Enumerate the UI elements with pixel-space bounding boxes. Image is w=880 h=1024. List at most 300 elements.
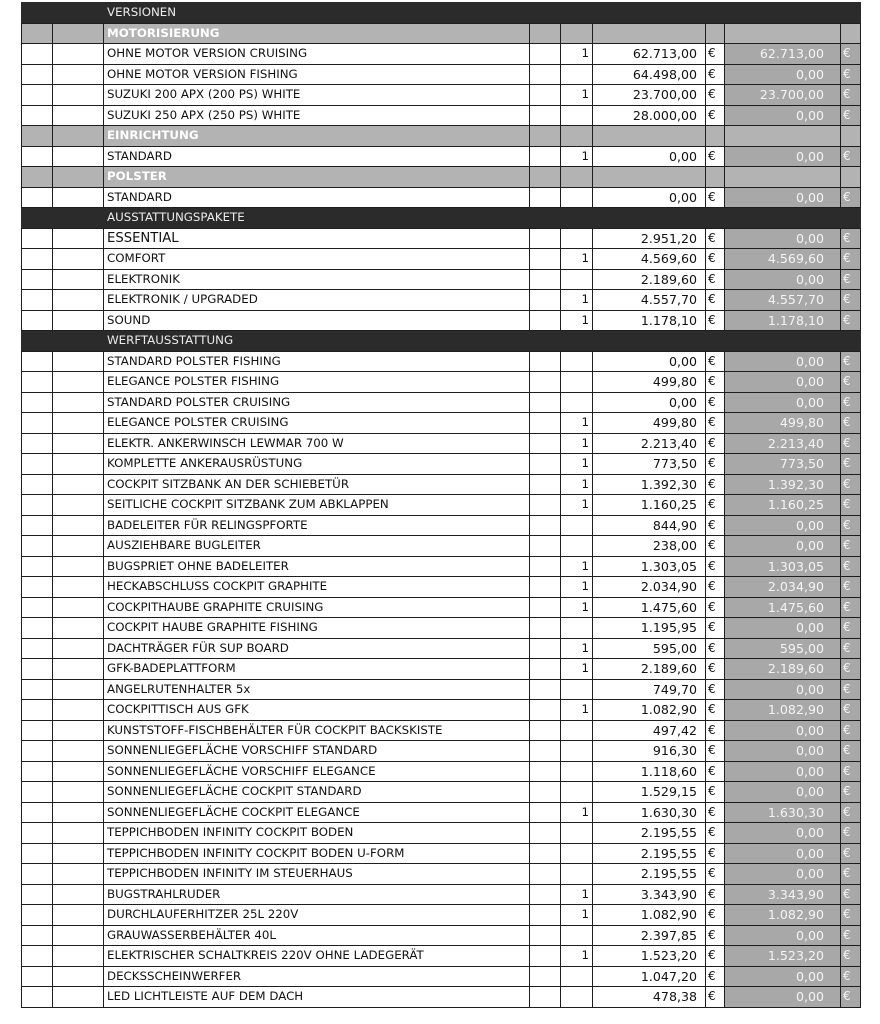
marker-cell — [22, 372, 53, 393]
currency-cell: € — [706, 392, 725, 413]
table-row — [22, 864, 861, 885]
currency-cell: € — [706, 228, 725, 249]
spacer-cell — [530, 44, 561, 65]
currency-cell: € — [706, 44, 725, 65]
spacer-cell — [530, 700, 561, 721]
code-cell — [53, 823, 104, 844]
quantity-cell — [561, 536, 593, 557]
marker-cell — [22, 105, 53, 126]
total-currency-cell: € — [841, 187, 861, 208]
item-name: COCKPIT SITZBANK AN DER SCHIEBETÜR — [104, 474, 530, 495]
code-cell — [53, 536, 104, 557]
spacer-cell — [530, 228, 561, 249]
total-cell: 0,00 — [725, 761, 841, 782]
price-cell: 595,00 — [593, 638, 706, 659]
total-cell: 1.523,20 — [725, 946, 841, 967]
table-row — [22, 290, 861, 311]
item-name: SUZUKI 250 APX (250 PS) WHITE — [104, 105, 530, 126]
total-cell: 0,00 — [725, 843, 841, 864]
marker-cell — [22, 290, 53, 311]
code-cell — [53, 638, 104, 659]
spacer-cell — [530, 741, 561, 762]
item-name: ANGELRUTENHALTER 5x — [104, 679, 530, 700]
total-currency-cell: € — [841, 782, 861, 803]
total-currency-cell: € — [841, 228, 861, 249]
code-cell — [53, 556, 104, 577]
currency-cell: € — [706, 638, 725, 659]
price-cell: 1.178,10 — [593, 310, 706, 331]
price-cell: 0,00 — [593, 187, 706, 208]
price-cell: 4.557,70 — [593, 290, 706, 311]
item-name: STANDARD POLSTER CRUISING — [104, 392, 530, 413]
total-cell: 2.034,90 — [725, 577, 841, 598]
item-name: AUSZIEHBARE BUGLEITER — [104, 536, 530, 557]
total-cell: 0,00 — [725, 782, 841, 803]
marker-cell — [22, 228, 53, 249]
price-cell: 1.047,20 — [593, 966, 706, 987]
spacer-cell — [530, 802, 561, 823]
quantity-cell — [561, 741, 593, 762]
code-cell — [53, 802, 104, 823]
spacer-cell — [530, 679, 561, 700]
price-cell: 916,30 — [593, 741, 706, 762]
currency-cell: € — [706, 720, 725, 741]
currency-cell: € — [706, 454, 725, 475]
quantity-cell: 1 — [561, 638, 593, 659]
item-name: LED LICHTLEISTE AUF DEM DACH — [104, 987, 530, 1008]
price-cell: 0,00 — [593, 146, 706, 167]
total-currency-cell: € — [841, 679, 861, 700]
price-cell: 1.529,15 — [593, 782, 706, 803]
table-row — [22, 987, 861, 1008]
marker-cell — [22, 515, 53, 536]
spacer-cell — [530, 638, 561, 659]
total-cell: 3.343,90 — [725, 884, 841, 905]
quantity-cell — [561, 864, 593, 885]
total-cell: 0,00 — [725, 679, 841, 700]
code-cell — [53, 454, 104, 475]
item-name: COCKPIT HAUBE GRAPHITE FISHING — [104, 618, 530, 639]
item-name: DECKSSCHEINWERFER — [104, 966, 530, 987]
table-row — [22, 823, 861, 844]
quantity-cell — [561, 515, 593, 536]
price-cell: 1.195,95 — [593, 618, 706, 639]
code-cell — [53, 146, 104, 167]
code-cell — [53, 310, 104, 331]
quantity-cell — [561, 269, 593, 290]
spacer-cell — [530, 269, 561, 290]
quantity-cell: 1 — [561, 413, 593, 434]
spacer-cell — [530, 618, 561, 639]
total-currency-cell: € — [841, 577, 861, 598]
code-cell — [53, 925, 104, 946]
quantity-cell — [561, 782, 593, 803]
total-cell: 0,00 — [725, 966, 841, 987]
marker-cell — [22, 536, 53, 557]
item-name: COMFORT — [104, 249, 530, 270]
total-currency-cell: € — [841, 843, 861, 864]
price-cell: 238,00 — [593, 536, 706, 557]
total-currency-cell: € — [841, 85, 861, 106]
spacer-cell — [530, 495, 561, 516]
quantity-cell: 1 — [561, 249, 593, 270]
total-currency-cell: € — [841, 864, 861, 885]
total-cell: 1.303,05 — [725, 556, 841, 577]
subsection-title: MOTORISIERUNG — [104, 23, 530, 44]
marker-cell — [22, 823, 53, 844]
spacer-cell — [530, 372, 561, 393]
table-row — [22, 577, 861, 598]
table-row — [22, 44, 861, 65]
marker-cell — [22, 782, 53, 803]
table-row — [22, 905, 861, 926]
total-cell: 1.082,90 — [725, 700, 841, 721]
quantity-cell — [561, 228, 593, 249]
spacer-cell — [530, 454, 561, 475]
quantity-cell: 1 — [561, 474, 593, 495]
subsection-row — [22, 167, 861, 188]
total-cell: 0,00 — [725, 720, 841, 741]
currency-cell: € — [706, 864, 725, 885]
table-row — [22, 659, 861, 680]
total-currency-cell: € — [841, 659, 861, 680]
code-cell — [53, 946, 104, 967]
item-name: TEPPICHBODEN INFINITY COCKPIT BODEN U-FORM — [104, 843, 530, 864]
currency-cell: € — [706, 823, 725, 844]
code-cell — [53, 700, 104, 721]
total-cell: 595,00 — [725, 638, 841, 659]
code-cell — [53, 720, 104, 741]
item-name: STANDARD — [104, 187, 530, 208]
code-cell — [53, 85, 104, 106]
currency-cell: € — [706, 556, 725, 577]
table-row — [22, 269, 861, 290]
marker-cell — [22, 966, 53, 987]
spacer-cell — [530, 64, 561, 85]
quantity-cell: 1 — [561, 597, 593, 618]
currency-cell: € — [706, 761, 725, 782]
quantity-cell — [561, 925, 593, 946]
code-cell — [53, 44, 104, 65]
item-name: SONNENLIEGEFLÄCHE COCKPIT STANDARD — [104, 782, 530, 803]
spacer-cell — [530, 946, 561, 967]
total-currency-cell: € — [841, 884, 861, 905]
marker-cell — [22, 925, 53, 946]
total-cell: 0,00 — [725, 741, 841, 762]
code-cell — [53, 64, 104, 85]
subsection-row — [22, 23, 861, 44]
total-cell: 4.557,70 — [725, 290, 841, 311]
currency-cell: € — [706, 64, 725, 85]
item-name: SONNENLIEGEFLÄCHE COCKPIT ELEGANCE — [104, 802, 530, 823]
currency-cell: € — [706, 105, 725, 126]
table-row — [22, 310, 861, 331]
total-currency-cell: € — [841, 351, 861, 372]
currency-cell: € — [706, 679, 725, 700]
section-title: WERFTAUSSTATTUNG — [104, 331, 530, 352]
quantity-cell — [561, 618, 593, 639]
item-name: TEPPICHBODEN INFINITY IM STEUERHAUS — [104, 864, 530, 885]
total-currency-cell: € — [841, 761, 861, 782]
quantity-cell: 1 — [561, 310, 593, 331]
marker-cell — [22, 187, 53, 208]
price-cell: 1.392,30 — [593, 474, 706, 495]
currency-cell: € — [706, 782, 725, 803]
price-cell: 2.034,90 — [593, 577, 706, 598]
table-row — [22, 802, 861, 823]
currency-cell: € — [706, 433, 725, 454]
currency-cell: € — [706, 290, 725, 311]
currency-cell: € — [706, 495, 725, 516]
code-cell — [53, 905, 104, 926]
total-currency-cell: € — [841, 946, 861, 967]
total-cell: 1.475,60 — [725, 597, 841, 618]
total-currency-cell: € — [841, 720, 861, 741]
total-cell: 2.213,40 — [725, 433, 841, 454]
total-currency-cell: € — [841, 413, 861, 434]
code-cell — [53, 884, 104, 905]
currency-cell: € — [706, 372, 725, 393]
spacer-cell — [530, 392, 561, 413]
currency-cell: € — [706, 146, 725, 167]
code-cell — [53, 843, 104, 864]
price-cell: 478,38 — [593, 987, 706, 1008]
table-row — [22, 700, 861, 721]
item-name: SEITLICHE COCKPIT SITZBANK ZUM ABKLAPPEN — [104, 495, 530, 516]
spacer-cell — [530, 351, 561, 372]
price-cell: 23.700,00 — [593, 85, 706, 106]
item-name: STANDARD POLSTER FISHING — [104, 351, 530, 372]
total-cell: 499,80 — [725, 413, 841, 434]
quantity-cell: 1 — [561, 556, 593, 577]
marker-cell — [22, 454, 53, 475]
table-row — [22, 351, 861, 372]
total-cell: 2.189,60 — [725, 659, 841, 680]
marker-cell — [22, 249, 53, 270]
marker-cell — [22, 392, 53, 413]
spacer-cell — [530, 556, 561, 577]
spacer-cell — [530, 987, 561, 1008]
table-row — [22, 966, 861, 987]
currency-cell: € — [706, 536, 725, 557]
price-cell: 2.195,55 — [593, 823, 706, 844]
total-cell: 1.160,25 — [725, 495, 841, 516]
total-currency-cell: € — [841, 249, 861, 270]
spacer-cell — [530, 823, 561, 844]
total-currency-cell: € — [841, 44, 861, 65]
total-currency-cell: € — [841, 802, 861, 823]
currency-cell: € — [706, 85, 725, 106]
quantity-cell: 1 — [561, 44, 593, 65]
total-cell: 0,00 — [725, 105, 841, 126]
currency-cell: € — [706, 351, 725, 372]
spacer-cell — [530, 290, 561, 311]
spacer-cell — [530, 536, 561, 557]
marker-cell — [22, 310, 53, 331]
total-cell: 0,00 — [725, 823, 841, 844]
price-cell: 1.160,25 — [593, 495, 706, 516]
total-currency-cell: € — [841, 536, 861, 557]
total-currency-cell: € — [841, 290, 861, 311]
price-cell: 749,70 — [593, 679, 706, 700]
marker-cell — [22, 659, 53, 680]
marker-cell — [22, 741, 53, 762]
code-cell — [53, 187, 104, 208]
code-cell — [53, 105, 104, 126]
item-name: OHNE MOTOR VERSION CRUISING — [104, 44, 530, 65]
table-row — [22, 372, 861, 393]
header-row — [22, 3, 861, 24]
table-row — [22, 392, 861, 413]
price-cell: 2.397,85 — [593, 925, 706, 946]
currency-cell: € — [706, 843, 725, 864]
options-table — [21, 2, 861, 1008]
marker-cell — [22, 946, 53, 967]
price-cell: 28.000,00 — [593, 105, 706, 126]
total-cell: 0,00 — [725, 372, 841, 393]
subsection-row — [22, 126, 861, 147]
item-name: SONNENLIEGEFLÄCHE VORSCHIFF ELEGANCE — [104, 761, 530, 782]
marker-cell — [22, 802, 53, 823]
total-currency-cell: € — [841, 64, 861, 85]
table-row — [22, 146, 861, 167]
currency-cell: € — [706, 249, 725, 270]
code-cell — [53, 269, 104, 290]
item-name: COCKPITTISCH AUS GFK — [104, 700, 530, 721]
price-cell: 4.569,60 — [593, 249, 706, 270]
code-cell — [53, 618, 104, 639]
total-cell: 0,00 — [725, 864, 841, 885]
total-cell: 1.082,90 — [725, 905, 841, 926]
code-cell — [53, 597, 104, 618]
total-cell: 0,00 — [725, 536, 841, 557]
currency-cell: € — [706, 925, 725, 946]
item-name: SOUND — [104, 310, 530, 331]
table-row — [22, 249, 861, 270]
table-row — [22, 761, 861, 782]
quantity-cell — [561, 187, 593, 208]
total-currency-cell: € — [841, 700, 861, 721]
item-name: BUGSPRIET OHNE BADELEITER — [104, 556, 530, 577]
quantity-cell: 1 — [561, 700, 593, 721]
table-row — [22, 536, 861, 557]
marker-cell — [22, 618, 53, 639]
marker-cell — [22, 843, 53, 864]
code-cell — [53, 372, 104, 393]
total-currency-cell: € — [841, 618, 861, 639]
item-name: OHNE MOTOR VERSION FISHING — [104, 64, 530, 85]
table-row — [22, 618, 861, 639]
spacer-cell — [530, 310, 561, 331]
table-row — [22, 556, 861, 577]
price-cell: 1.523,20 — [593, 946, 706, 967]
quantity-cell — [561, 105, 593, 126]
table-row — [22, 597, 861, 618]
price-cell: 2.189,60 — [593, 659, 706, 680]
marker-cell — [22, 720, 53, 741]
currency-cell: € — [706, 310, 725, 331]
total-cell: 0,00 — [725, 515, 841, 536]
currency-cell: € — [706, 946, 725, 967]
table-row — [22, 515, 861, 536]
quantity-cell: 1 — [561, 946, 593, 967]
quantity-cell: 1 — [561, 433, 593, 454]
currency-cell: € — [706, 618, 725, 639]
total-currency-cell: € — [841, 495, 861, 516]
currency-cell: € — [706, 802, 725, 823]
total-cell: 4.569,60 — [725, 249, 841, 270]
total-cell: 1.178,10 — [725, 310, 841, 331]
table-row — [22, 433, 861, 454]
item-name: DACHTRÄGER FÜR SUP BOARD — [104, 638, 530, 659]
price-cell: 62.713,00 — [593, 44, 706, 65]
quantity-cell — [561, 351, 593, 372]
currency-cell: € — [706, 577, 725, 598]
total-cell: 1.630,30 — [725, 802, 841, 823]
quantity-cell — [561, 843, 593, 864]
total-currency-cell: € — [841, 597, 861, 618]
table-row — [22, 843, 861, 864]
total-cell: 0,00 — [725, 392, 841, 413]
code-cell — [53, 741, 104, 762]
spacer-cell — [530, 474, 561, 495]
table-row — [22, 782, 861, 803]
code-cell — [53, 290, 104, 311]
item-name: HECKABSCHLUSS COCKPIT GRAPHITE — [104, 577, 530, 598]
code-cell — [53, 228, 104, 249]
item-name: KUNSTSTOFF-FISCHBEHÄLTER FÜR COCKPIT BACKSKISTE — [104, 720, 530, 741]
marker-cell — [22, 679, 53, 700]
spacer-cell — [530, 843, 561, 864]
code-cell — [53, 392, 104, 413]
total-cell: 773,50 — [725, 454, 841, 475]
total-currency-cell: € — [841, 638, 861, 659]
marker-cell — [22, 700, 53, 721]
spacer-cell — [530, 577, 561, 598]
quantity-cell — [561, 987, 593, 1008]
table-row — [22, 946, 861, 967]
table-row — [22, 64, 861, 85]
quantity-cell — [561, 372, 593, 393]
marker-cell — [22, 433, 53, 454]
code-cell — [53, 515, 104, 536]
marker-cell — [22, 85, 53, 106]
price-cell: 0,00 — [593, 351, 706, 372]
marker-cell — [22, 987, 53, 1008]
item-name: ELEGANCE POLSTER FISHING — [104, 372, 530, 393]
quantity-cell: 1 — [561, 454, 593, 475]
marker-cell — [22, 64, 53, 85]
currency-cell: € — [706, 597, 725, 618]
item-name: BUGSTRAHLRUDER — [104, 884, 530, 905]
marker-cell — [22, 905, 53, 926]
quantity-cell — [561, 966, 593, 987]
price-cell: 64.498,00 — [593, 64, 706, 85]
price-cell: 497,42 — [593, 720, 706, 741]
spacer-cell — [530, 597, 561, 618]
quantity-cell — [561, 823, 593, 844]
price-cell: 3.343,90 — [593, 884, 706, 905]
total-cell: 0,00 — [725, 269, 841, 290]
section-row — [22, 331, 861, 352]
item-name: DURCHLAUFERHITZER 25L 220V — [104, 905, 530, 926]
marker-cell — [22, 269, 53, 290]
table-row — [22, 85, 861, 106]
section-row — [22, 208, 861, 229]
item-name: STANDARD — [104, 146, 530, 167]
total-cell: 62.713,00 — [725, 44, 841, 65]
spacer-cell — [530, 905, 561, 926]
